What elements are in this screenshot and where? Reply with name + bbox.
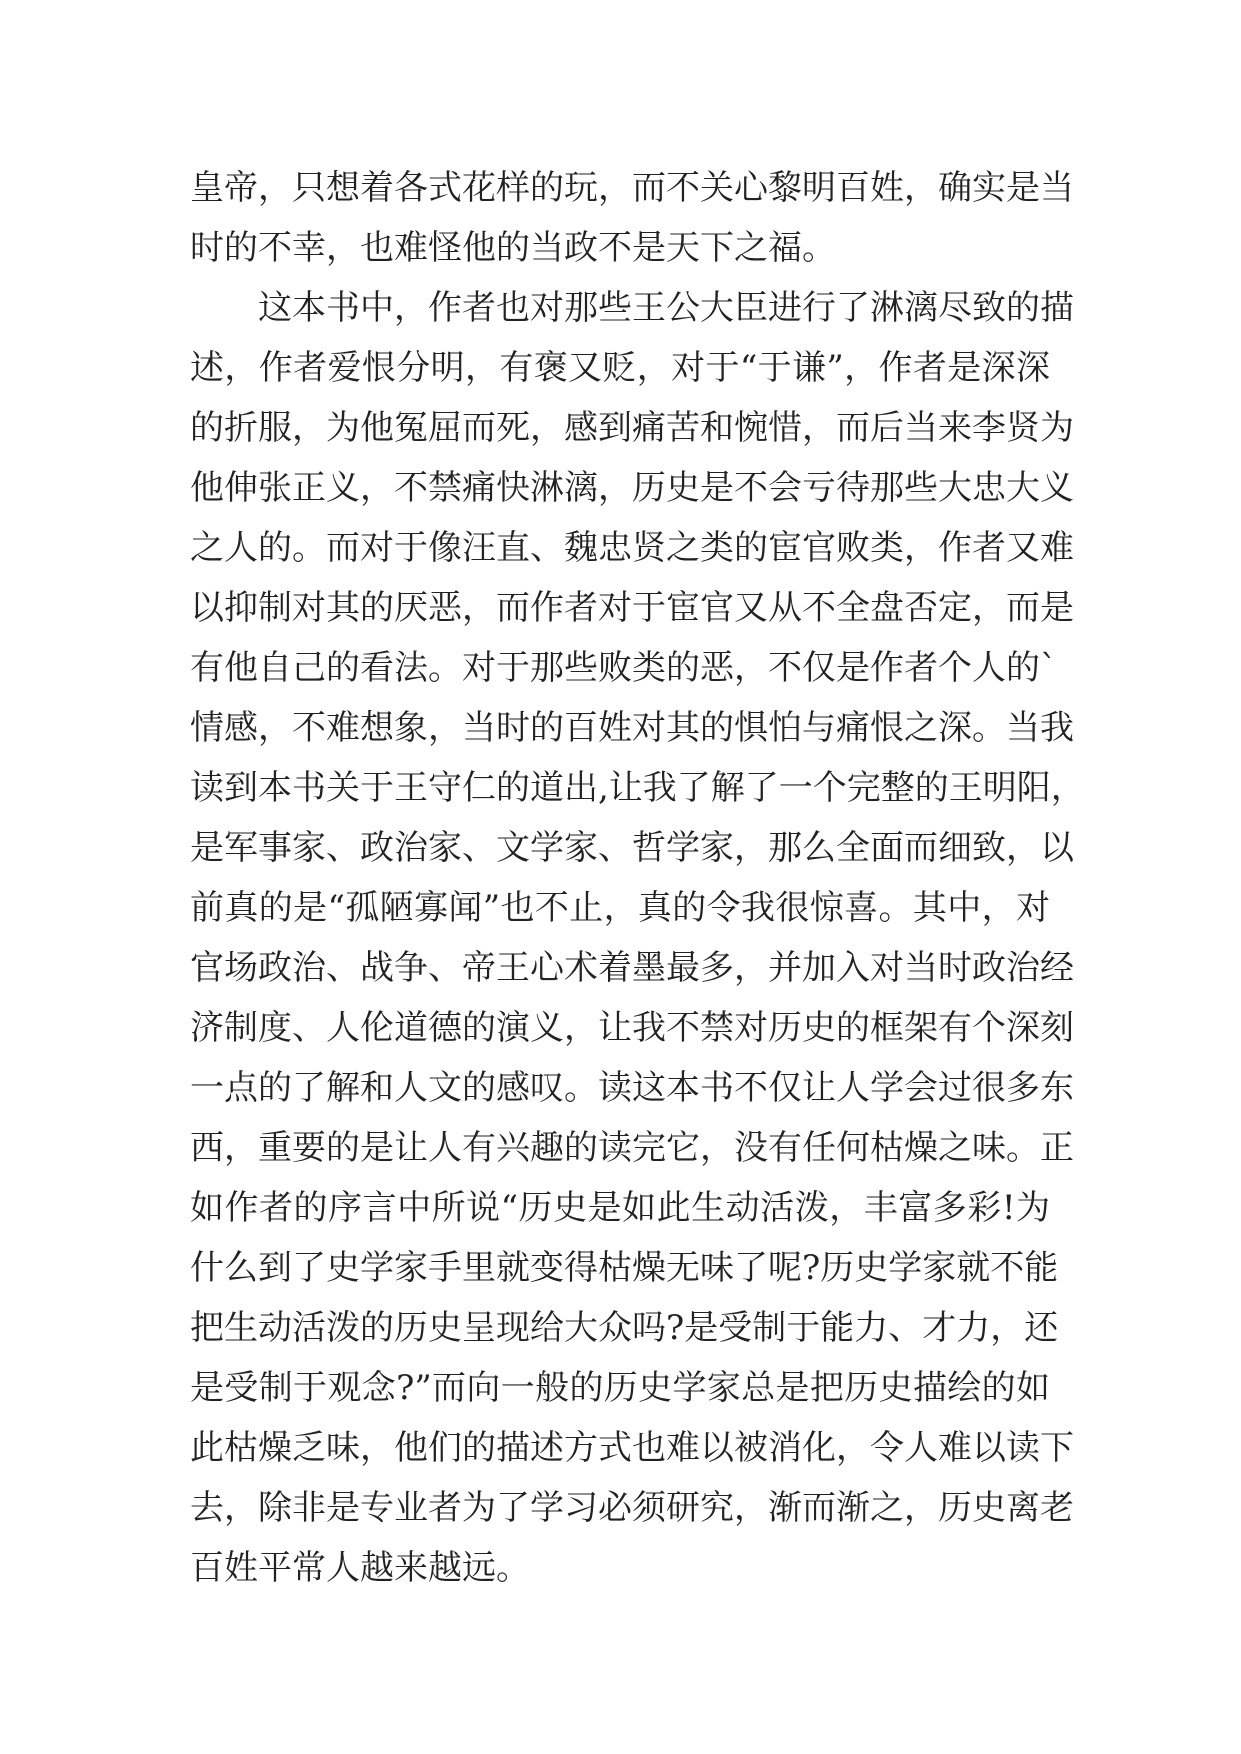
text-line: 情感，不难想象，当时的百姓对其的惧怕与痛恨之深。当我 [190,708,1074,748]
text-line: 以抑制对其的厌恶，而作者对于宦官又从不全盘否定，而是 [190,588,1074,628]
text-line: 如作者的序言中所说“历史是如此生动活泼，丰富多彩!为 [190,1188,1050,1228]
text-line: 西，重要的是让人有兴趣的读完它，没有任何枯燥之味。正 [190,1128,1074,1168]
document-body [190,158,1085,1598]
text-line: 有他自己的看法。对于那些败类的恶，不仅是作者个人的` [190,648,1057,688]
text-line: 官场政治、战争、帝王心术着墨最多，并加入对当时政治经 [190,948,1074,988]
paragraph-2 [190,278,1085,1598]
text-line: 此枯燥乏味，他们的描述方式也难以被消化，令人难以读下 [190,1428,1074,1468]
text-line: 百姓平常人越来越远。 [190,1548,530,1588]
text-line: 的折服，为他冤屈而死，感到痛苦和惋惜，而后当来李贤为 [190,408,1074,448]
text-line: 这本书中，作者也对那些王公大臣进行了淋漓尽致的描 [258,288,1074,328]
text-line: 之人的。而对于像汪直、魏忠贤之类的宦官败类，作者又难 [190,528,1074,568]
text-line: 前真的是“孤陋寡闻”也不止，真的令我很惊喜。其中，对 [190,888,1050,928]
text-line: 述，作者爱恨分明，有褒又贬，对于“于谦”，作者是深深 [190,348,1050,388]
text-line: 是军事家、政治家、文学家、哲学家，那么全面而细致，以 [190,828,1074,868]
text-line: 去，除非是专业者为了学习必须研究，渐而渐之，历史离老 [190,1488,1074,1528]
text-line: 皇帝，只想着各式花样的玩，而不关心黎明百姓，确实是当 [190,168,1074,208]
text-line: 他伸张正义，不禁痛快淋漓，历史是不会亏待那些大忠大义 [190,468,1074,508]
text-line: 一点的了解和人文的感叹。读这本书不仅让人学会过很多东 [190,1068,1074,1108]
text-line: 济制度、人伦道德的演义，让我不禁对历史的框架有个深刻 [190,1008,1074,1048]
text-line: 什么到了史学家手里就变得枯燥无味了呢?历史学家就不能 [190,1248,1059,1288]
text-line: 把生动活泼的历史呈现给大众吗?是受制于能力、才力，还 [190,1308,1059,1348]
text-line: 时的不幸，也难怪他的当政不是天下之福。 [190,228,836,268]
text-line: 是受制于观念?”而向一般的历史学家总是把历史描绘的如 [190,1368,1050,1408]
text-line: 读到本书关于王守仁的道出,让我了解了一个完整的王明阳， [190,768,1085,808]
paragraph-1 [190,158,1074,278]
